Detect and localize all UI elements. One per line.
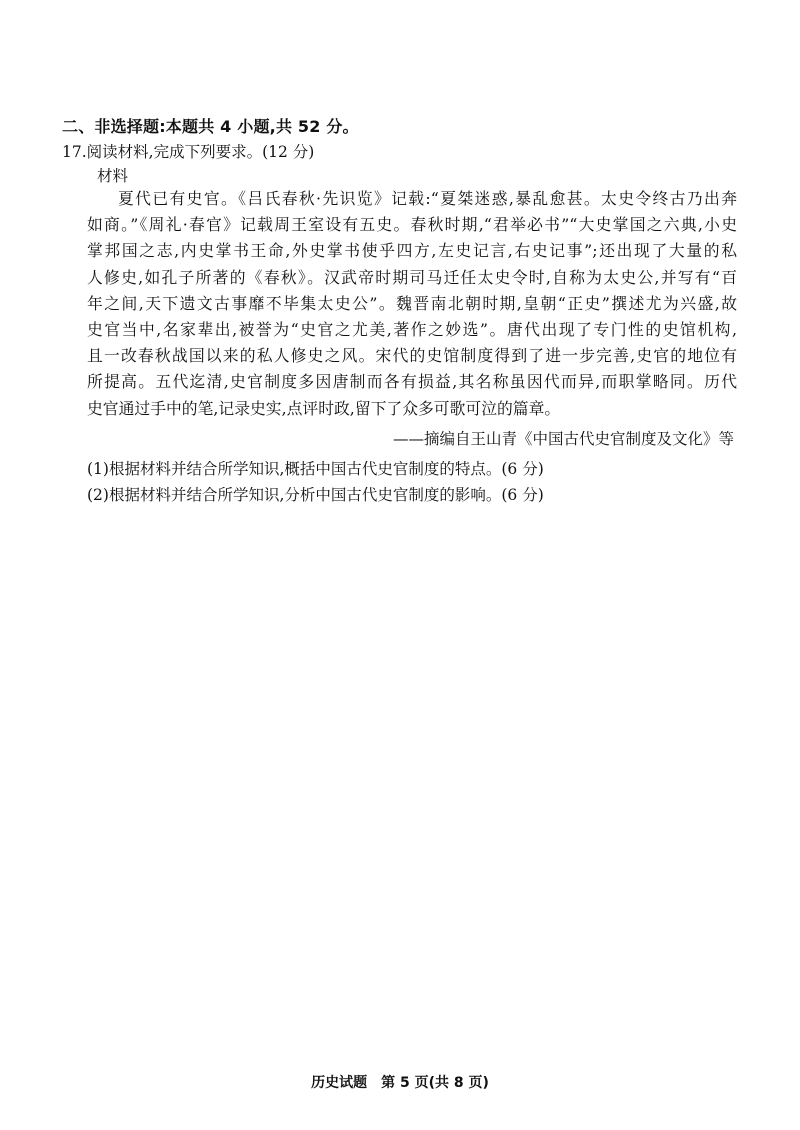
sub-question-1: (1)根据材料并结合所学知识,概括中国古代史官制度的特点。(6 分) <box>87 460 544 478</box>
question-title: 17.阅读材料,完成下列要求。(12 分) <box>62 143 315 161</box>
material-line: 史官通过手中的笔,记录史实,点评时政,留下了众多可歌可泣的篇章。 <box>87 398 561 418</box>
material-source: ——摘编自王山青《中国古代史官制度及文化》等 <box>392 430 734 448</box>
material-line: 如商。”《周礼·春官》记载周王室设有五史。春秋时期,“君举必书”“大史掌国之六典,小史 <box>87 215 737 235</box>
page-footer <box>0 1072 800 1092</box>
section-heading: 二、非选择题:本题共 4 小题,共 52 分。 <box>62 117 359 136</box>
material-line: 掌邦国之志,内史掌书王命,外史掌书使乎四方,左史记言,右史记事”;还出现了大量的私 <box>87 241 737 261</box>
sub-question-2: (2)根据材料并结合所学知识,分析中国古代史官制度的影响。(6 分) <box>87 486 544 504</box>
material-passage <box>87 186 737 422</box>
material-line: 且一改春秋战国以来的私人修史之风。宋代的史馆制度得到了进一步完善,史官的地位有 <box>87 346 737 366</box>
material-label: 材料 <box>97 167 129 185</box>
footer-subject: 历史试题 <box>311 1075 368 1091</box>
material-line: 所提高。五代迄清,史官制度多因唐制而各有损益,其名称虽因代而异,而职掌略同。历代 <box>87 372 737 392</box>
material-line: 夏代已有史官。《吕氏春秋·先识览》记载:“夏桀迷惑,暴乱愈甚。太史令终古乃出奔 <box>118 189 737 208</box>
material-line: 人修史,如孔子所著的《春秋》。汉武帝时期司马迁任太史令时,自称为太史公,并写有“百 <box>87 267 737 287</box>
material-line: 史官当中,名家辈出,被誉为“史官之尤美,著作之妙选”。唐代出现了专门性的史馆机构, <box>87 319 737 339</box>
material-line: 年之间,天下遗文古事靡不毕集太史公”。魏晋南北朝时期,皇朝“正史”撰述尤为兴盛,故 <box>87 293 737 313</box>
footer-page-number: 第 5 页(共 8 页) <box>381 1075 489 1091</box>
